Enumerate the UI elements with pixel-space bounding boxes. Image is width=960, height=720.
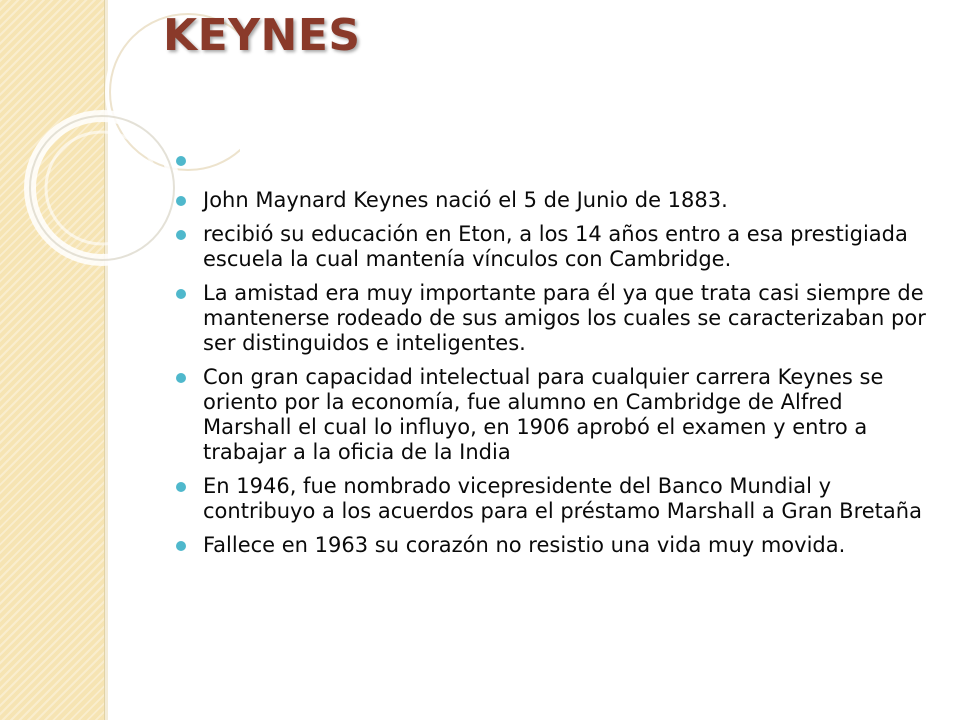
side-panel-divider <box>104 0 109 720</box>
bullet-text: Con gran capacidad intelectual para cualquier carrera Keynes se oriento por la economía, fue alumno en Cambridge de Alfred Marshall el cual lo influyo, en 1906 aprobó el examen y entro a trabajar a la oficia de la India <box>203 365 884 464</box>
bullet-text: En 1946, fue nombrado vicepresidente del Banco Mundial y contribuyo a los acuerdos para el préstamo Marshall a Gran Bretaña <box>203 474 922 523</box>
bullet-text: La amistad era muy importante para él ya que trata casi siempre de mantenerse rodeado de sus amigos los cuales se caracterizaban por ser distinguidos e inteligentes. <box>203 281 926 355</box>
decorative-side-panel <box>0 0 104 720</box>
bullet-dot-icon <box>176 289 186 299</box>
bullet-dot-icon <box>176 196 186 206</box>
bullet-list <box>176 148 936 567</box>
bullet-item <box>176 533 936 558</box>
bullet-text: John Maynard Keynes nació el 5 de Junio de 1883. <box>203 188 728 212</box>
slide-title: KEYNES <box>163 10 361 61</box>
bullet-text: Fallece en 1963 su corazón no resistio una vida muy movida. <box>203 533 846 557</box>
bullet-dot-icon <box>176 156 186 166</box>
bullet-item <box>176 188 936 213</box>
bullet-dot-icon <box>176 230 186 240</box>
bullet-text: recibió su educación en Eton, a los 14 años entro a esa prestigiada escuela la cual mantenía vínculos con Cambridge. <box>203 222 908 271</box>
bullet-item <box>176 281 936 356</box>
bullet-dot-icon <box>176 482 186 492</box>
bullet-item <box>176 365 936 465</box>
bullet-dot-icon <box>176 373 186 383</box>
bullet-item <box>176 474 936 524</box>
bullet-item-empty <box>176 148 936 173</box>
bullet-dot-icon <box>176 541 186 551</box>
bullet-item <box>176 222 936 272</box>
